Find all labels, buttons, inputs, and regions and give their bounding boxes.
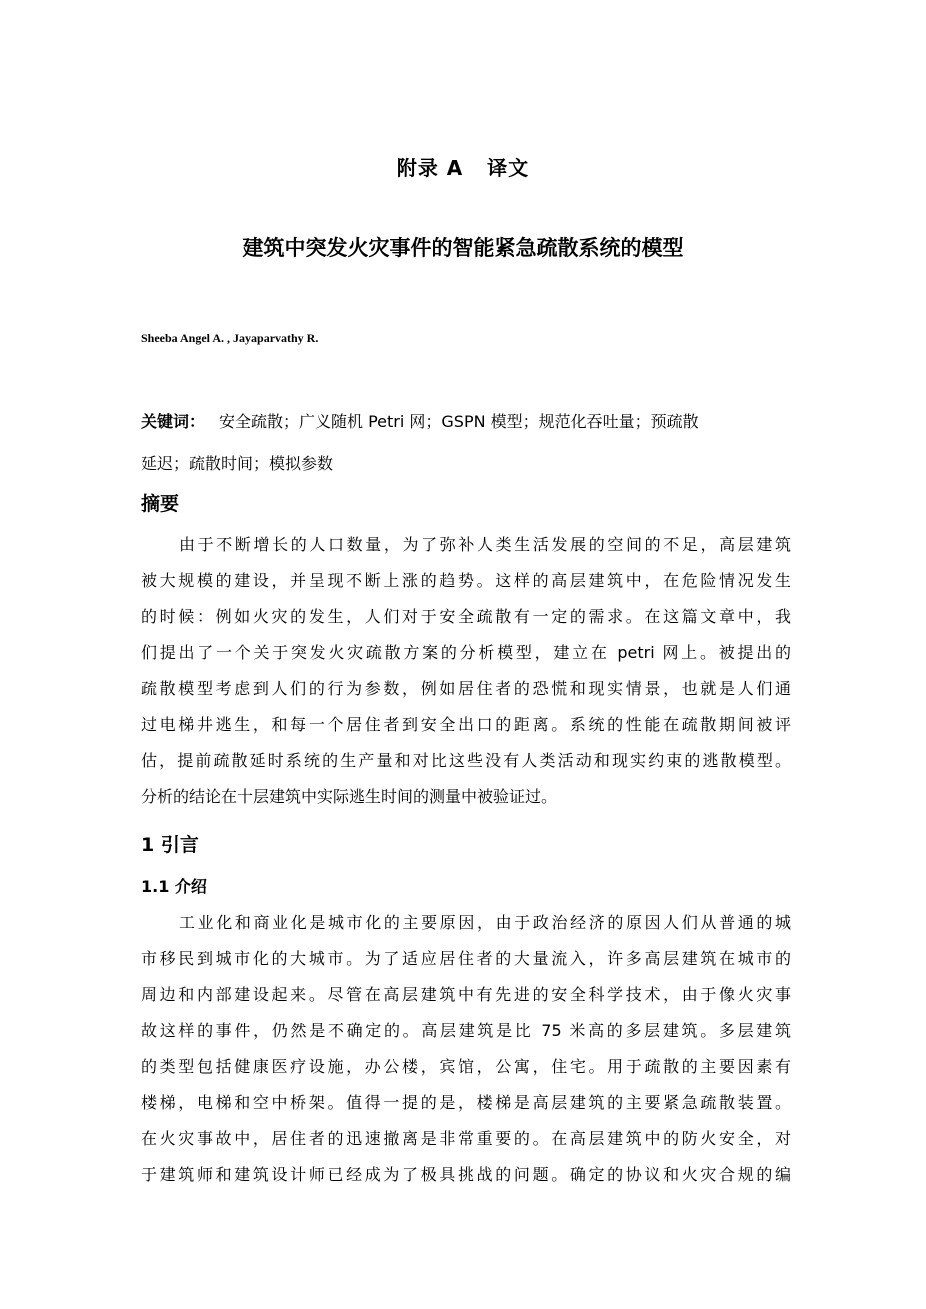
abstract-line: 的时候：例如火灾的发生，人们对于安全疏散有一定的需求。在这篇文章中，我: [141, 607, 791, 626]
intro-line: 在火灾事故中，居住者的迅速撤离是非常重要的。在高层建筑中的防火安全，对: [141, 1129, 791, 1148]
authors: Sheeba Angel A. , Jayaparvathy R.: [141, 331, 319, 345]
keywords-line-2: 延迟；疏散时间；模拟参数: [141, 454, 334, 473]
keywords-text-1: 安全疏散；广义随机 Petri 网；GSPN 模型；规范化吞吐量；预疏散: [219, 412, 699, 431]
abstract-line: 被大规模的建设，并呈现不断上涨的趋势。这样的高层建筑中，在危险情况发生: [141, 571, 791, 590]
subsection-1-1-heading: 1.1 介绍: [141, 877, 207, 896]
abstract-paragraph: [141, 527, 791, 815]
intro-line: 周边和内部建设起来。尽管在高层建筑中有先进的安全科学技术，由于像火灾事: [141, 985, 791, 1004]
keywords-block: [141, 401, 791, 485]
intro-line: 楼梯，电梯和空中桥架。值得一提的是，楼梯是高层建筑的主要紧急疏散装置。: [141, 1093, 791, 1112]
abstract-line: 过电梯井逃生，和每一个居住者到安全出口的距离。系统的性能在疏散期间被评: [141, 715, 791, 734]
abstract-line: 们提出了一个关于突发火灾疏散方案的分析模型，建立在 petri 网上。被提出的: [141, 643, 791, 662]
intro-paragraph: [141, 905, 791, 1193]
intro-line: 于建筑师和建筑设计师已经成为了极具挑战的问题。确定的协议和火灾合规的编: [141, 1165, 791, 1184]
intro-line: 的类型包括健康医疗设施，办公楼，宾馆，公寓，住宅。用于疏散的主要因素有: [141, 1057, 791, 1076]
intro-line: 故这样的事件，仍然是不确定的。高层建筑是比 75 米高的多层建筑。多层建筑: [141, 1021, 791, 1040]
appendix-title: 附录 A 译文: [396, 156, 530, 180]
abstract-heading: 摘要: [141, 493, 180, 515]
keywords-label: 关键词：: [141, 412, 206, 431]
abstract-line: 疏散模型考虑到人们的行为参数，例如居住者的恐慌和现实情景，也就是人们通: [141, 679, 791, 698]
abstract-line: 估，提前疏散延时系统的生产量和对比这些没有人类活动和现实约束的逃散模型。: [141, 751, 791, 770]
intro-line: 市移民到城市化的大城市。为了适应居住者的大量流入，许多高层建筑在城市的: [141, 949, 791, 968]
section-1-heading: 1 引言: [141, 834, 199, 856]
intro-line: 工业化和商业化是城市化的主要原因，由于政治经济的原因人们从普通的城: [179, 913, 791, 932]
abstract-line: 由于不断增长的人口数量，为了弥补人类生活发展的空间的不足，高层建筑: [179, 535, 791, 554]
keywords-line-1: [141, 401, 791, 443]
paper-title: 建筑中突发火灾事件的智能紧急疏散系统的模型: [242, 236, 684, 260]
abstract-line: 分析的结论在十层建筑中实际逃生时间的测量中被验证过。: [141, 787, 558, 806]
